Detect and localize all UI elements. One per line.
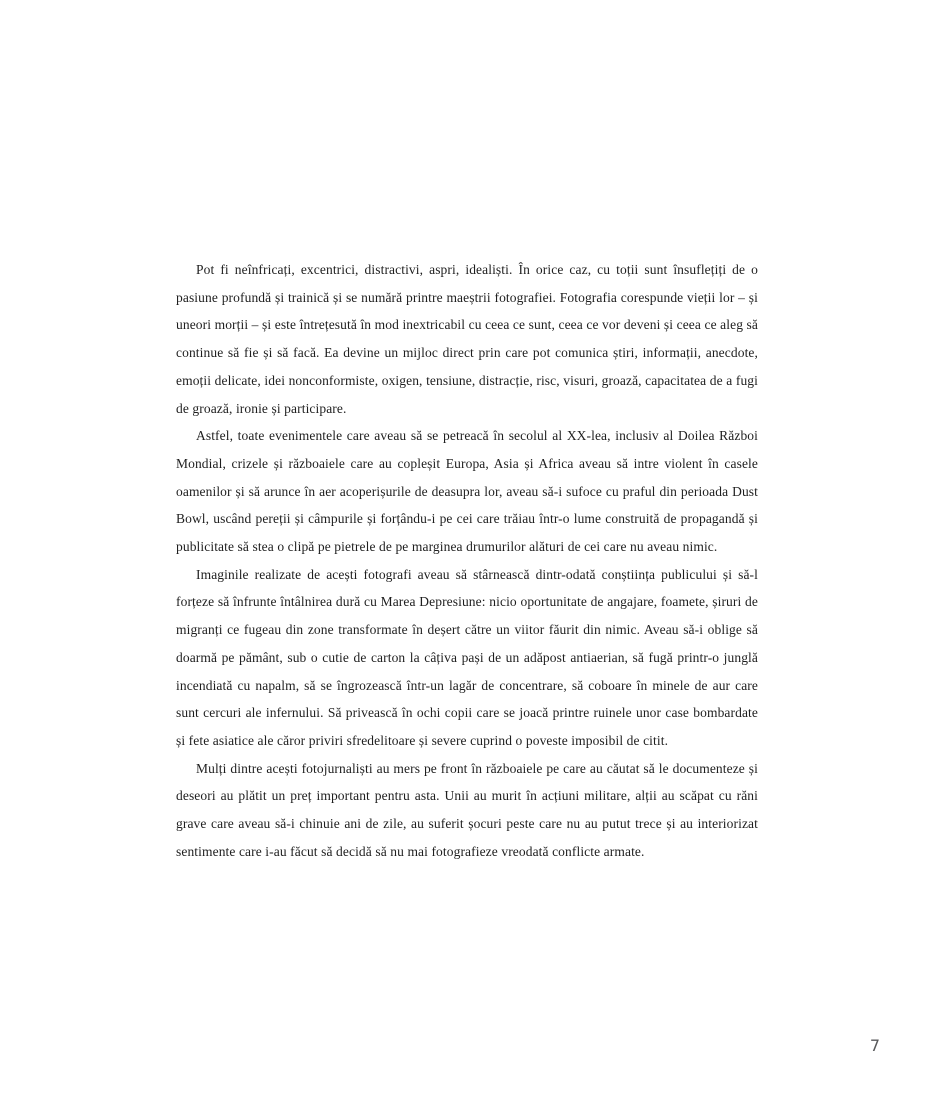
- paragraph-2: Astfel, toate evenimentele care aveau să se petreacă în secolul al XX-lea, inclusiv al Doilea Război Mondial, crizele și războaiele care au copleșit Europa, Asia și Africa aveau să intre violent în casele oamenilor și să arunce în aer acoperișurile de deasupra lor, aveau să-i sufoce cu praful din perioada Dust Bowl, uscând pereții și câmpurile și forțându-i pe cei care trăiau într-o lume construită de propagandă și publicitate să stea o clipă pe pietrele de pe marginea drumurilor alături de cei care nu aveau nimic.: [176, 428, 758, 555]
- body-text-block: [176, 256, 758, 865]
- paragraph-4: Mulți dintre acești fotojurnaliști au mers pe front în războaiele pe care au căutat să le documenteze și deseori au plătit un preț important pentru asta. Unii au murit în acțiuni militare, alții au scăpat cu răni grave care aveau să-i chinuie ani de zile, au suferit șocuri peste care nu au putut trece și au interiorizat sentimente care i-au făcut să decidă să nu mai fotografieze vreodată conflicte armate.: [176, 760, 758, 859]
- paragraph-3: Imaginile realizate de acești fotografi aveau să stârnească dintr-odată conștiința publicului și să-l forțeze să înfrunte întâlnirea dură cu Marea Depresiune: nicio oportunitate de angajare, foamete, șiruri de migranți ce fugeau din zone transformate în deșert către un viitor făurit din nimic. Aveau să-i oblige să doarmă pe pământ, sub o cutie de carton la câțiva pași de un adăpost antiaerian, să fugă printr-o junglă incendiată cu napalm, să se îngrozească într-un lagăr de concentrare, să coboare în minele de aur care sunt cercuri ale infernului. Să privească în ochi copii care se joacă printre ruinele unor case bombardate și fete asiatice ale căror priviri sfredelitoare și severe cuprind o poveste imposibil de citit.: [176, 566, 758, 748]
- paragraph-1: Pot fi neînfricați, excentrici, distractivi, aspri, idealiști. În orice caz, cu toții sunt însuflețiți de o pasiune profundă și trainică și se numără printre maeștrii fotografiei. Fotografia corespunde vieții lor – și uneori morții – și este întrețesută în mod inextricabil cu ceea ce sunt, ceea ce vor deveni și ceea ce aleg să continue să fie și să facă. Ea devine un mijloc direct prin care pot comunica știri, informații, anecdote, emoții delicate, idei nonconformiste, oxigen, tensiune, distracție, risc, visuri, groază, capacitatea de a fugi de groază, ironie și participare.: [176, 262, 758, 416]
- page-number: 7: [869, 1036, 881, 1055]
